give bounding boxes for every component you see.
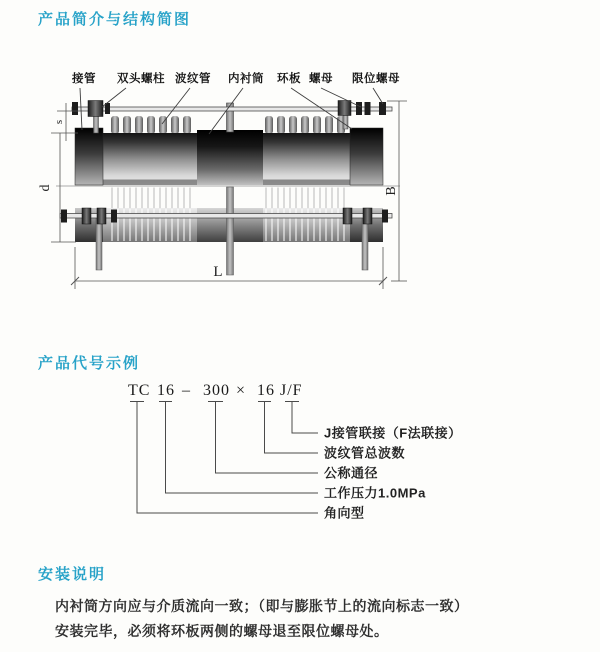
section-heading-product-code: 产品代号示例 — [38, 355, 141, 372]
installation-instructions — [55, 594, 485, 644]
code-token-times: × — [236, 382, 247, 399]
nut — [82, 208, 91, 224]
nut — [356, 102, 362, 115]
callout-lines — [130, 402, 318, 514]
label-nut: 螺母 — [309, 73, 333, 85]
nut — [365, 102, 371, 115]
section-heading-product-intro: 产品简介与结构简图 — [38, 11, 192, 28]
nut — [72, 102, 78, 115]
callout-working-pressure: 工作压力1.0MPa — [324, 485, 426, 501]
code-token-diameter: 300 — [203, 382, 230, 399]
callout-nominal-diameter: 公称通径 — [324, 465, 379, 481]
inner-liner — [197, 130, 263, 185]
stud-bottom-left — [96, 218, 102, 270]
right-ring-plate — [350, 128, 383, 185]
bellows-crowns-right — [265, 116, 345, 134]
installation-line-1: 内衬筒方向应与介质流向一致；（即与膨胀节上的流向标志一致） — [55, 598, 469, 614]
label-double-end-stud: 双头螺柱 — [117, 73, 165, 85]
stud-head — [338, 101, 351, 116]
limit-nut — [382, 210, 388, 223]
installation-line-2: 安装完毕，必须将环板两侧的螺母退至限位螺母处。 — [55, 623, 389, 639]
stud-bottom-right — [362, 218, 368, 270]
stud-head — [88, 101, 103, 117]
product-code-diagram — [100, 376, 570, 531]
label-ring-plate: 环板 — [277, 73, 301, 85]
dim-label-d: d — [38, 184, 53, 192]
limit-nut — [61, 210, 67, 223]
code-token-waves: 16 — [257, 382, 275, 399]
dim-label-B: B — [384, 186, 399, 196]
center-stud-bottom — [227, 187, 234, 275]
section-heading-installation: 安装说明 — [38, 566, 107, 583]
code-token-dash: – — [182, 382, 191, 399]
callout-angular-type: 角向型 — [324, 505, 365, 521]
label-inner-liner: 内衬筒 — [228, 73, 264, 85]
nut — [97, 208, 106, 224]
code-token-type: TC — [128, 382, 151, 399]
nut — [111, 210, 117, 223]
label-bellows: 波纹管 — [175, 73, 211, 85]
nut — [105, 103, 110, 114]
expansion-joint-body — [75, 103, 383, 185]
structure-diagram — [35, 68, 460, 310]
bellows-crowns-left — [111, 116, 191, 134]
code-token-pressure: 16 — [157, 382, 175, 399]
left-ring-plate — [75, 128, 103, 185]
code-token-connection: J/F — [280, 382, 303, 399]
dimension-B — [384, 101, 407, 281]
label-connecting-pipe: 接管 — [72, 73, 96, 85]
nut — [343, 208, 352, 224]
dimension-d — [38, 133, 76, 242]
label-limit-nut: 限位螺母 — [352, 73, 400, 85]
callout-wave-count: 波纹管总波数 — [324, 445, 406, 461]
callout-connection-type: J接管联接（F法联接） — [324, 425, 462, 441]
dim-label-s: s — [53, 119, 65, 125]
nut — [363, 208, 372, 224]
dim-label-L: L — [213, 264, 223, 280]
